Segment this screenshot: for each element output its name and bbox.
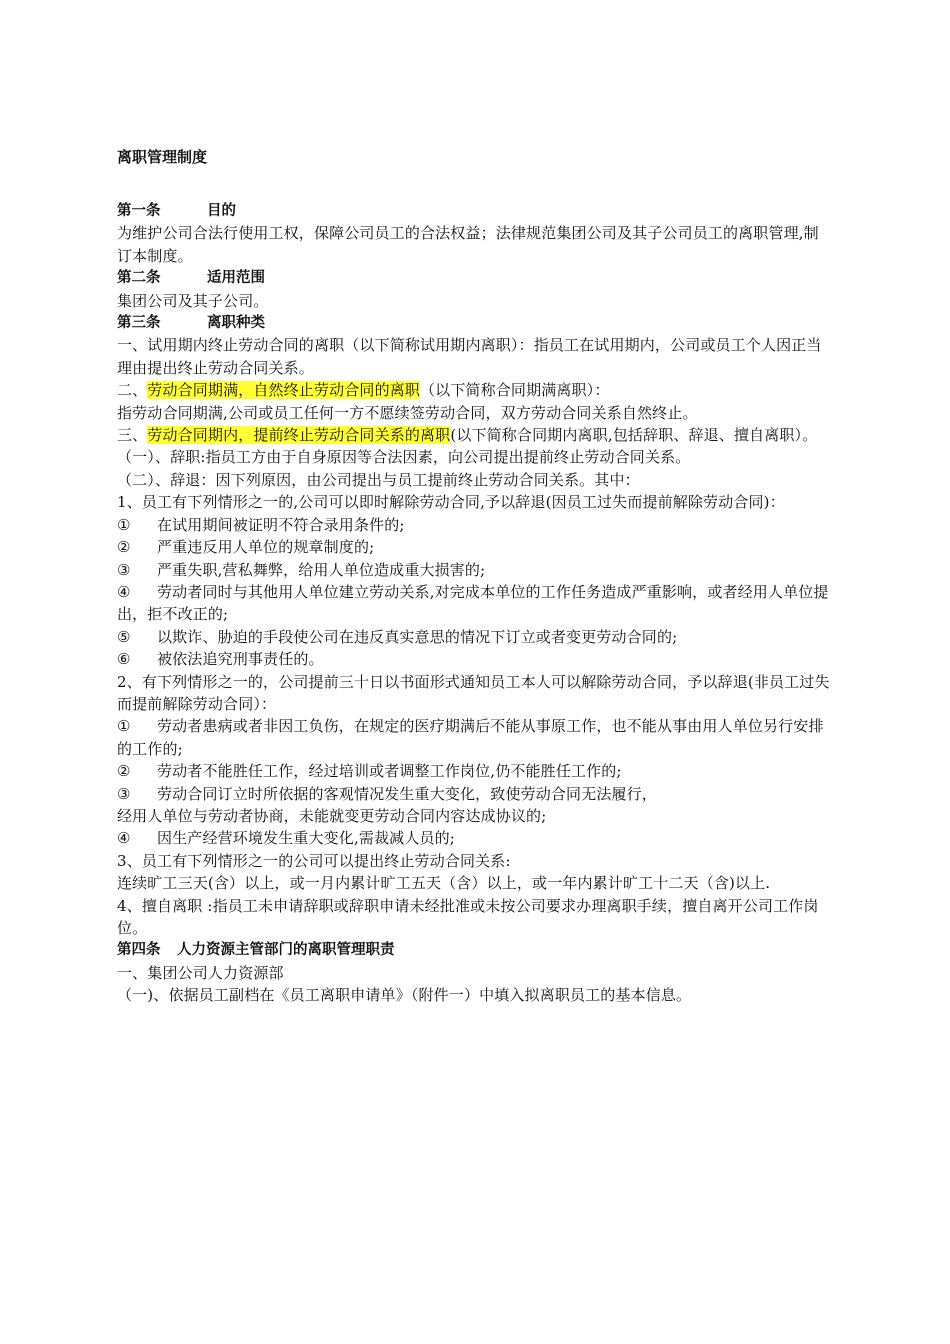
item-text: 在试用期间被证明不符合录用条件的;: [157, 515, 405, 534]
list-item-continuation: 经用人单位与劳动者协商，未能就变更劳动合同内容达成协议的;: [117, 806, 547, 825]
item-marker: ②: [117, 762, 131, 781]
type-2-definition: 指劳动合同期满,公司或员工任何一方不愿续签劳动合同，双方劳动合同关系自然终止。: [117, 403, 698, 422]
item-marker: ①: [117, 717, 131, 736]
resignation-paragraph: （一）、辞职:指员工方由于自身原因等合法因素，向公司提出提前终止劳动合同关系。: [117, 448, 691, 467]
type-3-prefix: 三、: [117, 426, 148, 445]
list-item: [117, 514, 833, 536]
item-text: 劳动者患病或者非因工负伤，在规定的医疗期满后不能从事原工作，也不能从事由用人单位另行安排的工作的;: [117, 717, 824, 758]
rule-2-paragraph: 2、有下列情形之一的，公司提前三十日以书面形式通知员工本人可以解除劳动合同，予以辞退(非员工过失而提前解除劳动合同）：: [117, 672, 830, 713]
item-text: 严重失职,营私舞弊，给用人单位造成重大损害的;: [157, 560, 486, 579]
item-text: 严重违反用人单位的规章制度的;: [157, 538, 375, 557]
list-item: [117, 827, 833, 849]
list-item: [117, 536, 833, 558]
article-number: 第一条: [117, 203, 161, 219]
rule-4-paragraph: 4、擅自离职 :指员工未申请辞职或辞职申请未经批准或未按公司要求办理离职手续，擅自离开公司工作岗位。: [117, 896, 819, 937]
dismissal-paragraph: （二）、辞退：因下列原因，由公司提出与员工提前终止劳动合同关系。其中：: [117, 470, 640, 489]
highlighted-text: 劳动合同期满，自然终止劳动合同的离职: [147, 381, 421, 400]
article-2-text: 集团公司及其子公司。: [117, 291, 269, 310]
item-marker: ④: [117, 582, 131, 601]
article-3-heading: [117, 312, 833, 334]
article-name: 适用范围: [207, 270, 265, 287]
item-text: 被依法追究刑事责任的。: [157, 650, 324, 669]
list-item: [117, 783, 833, 805]
type-1-paragraph: 一、试用期内终止劳动合同的离职（以下简称试用期内离职）：指员工在试用期内，公司或员工个人因正当理由提出终止劳动合同关系。: [117, 336, 822, 377]
item-text: 劳动者同时与其他用人单位建立劳动关系,对完成本单位的工作任务造成严重影响，或者经用人单位提出，拒不改正的;: [117, 582, 829, 624]
type-3-suffix: (以下简称合同期内离职,包括辞职、辞退、擅自离职）。: [450, 426, 818, 445]
item-text: 因生产经营环境发生重大变化,需裁减人员的;: [157, 829, 455, 848]
article-name: 目的: [207, 203, 236, 219]
type-2-prefix: 二、: [117, 381, 148, 400]
item-marker: ③: [117, 560, 131, 579]
item-marker: ⑥: [117, 650, 131, 669]
type-2-paragraph: [117, 379, 833, 401]
list-item: [117, 581, 833, 626]
article-name: 离职种类: [207, 315, 265, 332]
page-title: 离职管理制度: [117, 148, 208, 166]
rule-1-paragraph: 1、员工有下列情形之一的,公司可以即时解除劳动合同,予以辞退(因员工过失而提前解除劳动合同)：: [117, 493, 785, 512]
item-marker: ④: [117, 829, 131, 848]
list-item: [117, 760, 833, 782]
type-2-suffix: （以下简称合同期满离职）：: [420, 381, 610, 400]
list-item: [117, 626, 833, 648]
item-marker: ⑤: [117, 627, 131, 646]
item-marker: ②: [117, 538, 131, 557]
list-item: [117, 715, 833, 760]
article-number: 第二条: [117, 270, 161, 287]
item-text: 劳动者不能胜任工作，经过培训或者调整工作岗位,仍不能胜任工作的;: [157, 762, 622, 781]
type-3-paragraph: [117, 424, 833, 446]
item-text: 劳动合同订立时所依据的客观情况发生重大变化，致使劳动合同无法履行，: [157, 784, 657, 803]
item-text: 以欺诈、胁迫的手段使公司在违反真实意思的情况下订立或者变更劳动合同的;: [157, 627, 678, 646]
article-2-heading: [117, 267, 833, 289]
item-marker: ①: [117, 515, 131, 534]
article-number: 第三条: [117, 315, 161, 332]
list-item: [117, 559, 833, 581]
article-name: 人力资源主管部门的离职管理职责: [177, 942, 395, 959]
article-4-heading: [117, 939, 833, 961]
article-1-heading: [117, 200, 833, 222]
item-marker: ③: [117, 784, 131, 803]
article-number: 第四条: [117, 942, 161, 959]
article-1-text: 为维护公司合法行使用工权，保障公司员工的合法权益；法律规范集团公司及其子公司员工的离职管理,制订本制度。: [117, 224, 819, 265]
document-body: [117, 200, 833, 1007]
hr-duty-1-paragraph: （一)、依据员工副档在《员工离职申请单》（附件一）中填入拟离职员工的基本信息。: [117, 986, 692, 1005]
rule-3-paragraph: 3、员工有下列情形之一的公司可以提出终止劳动合同关系:: [117, 851, 511, 870]
list-item: [117, 648, 833, 670]
rule-3-detail: 连续旷工三天(含）以上，或一月内累计旷工五天（含）以上，或一年内累计旷工十二天（含)以上.: [117, 874, 771, 893]
hr-department-paragraph: 一、集团公司人力资源部: [117, 963, 284, 982]
highlighted-text: 劳动合同期内，提前终止劳动合同关系的离职: [147, 426, 451, 445]
